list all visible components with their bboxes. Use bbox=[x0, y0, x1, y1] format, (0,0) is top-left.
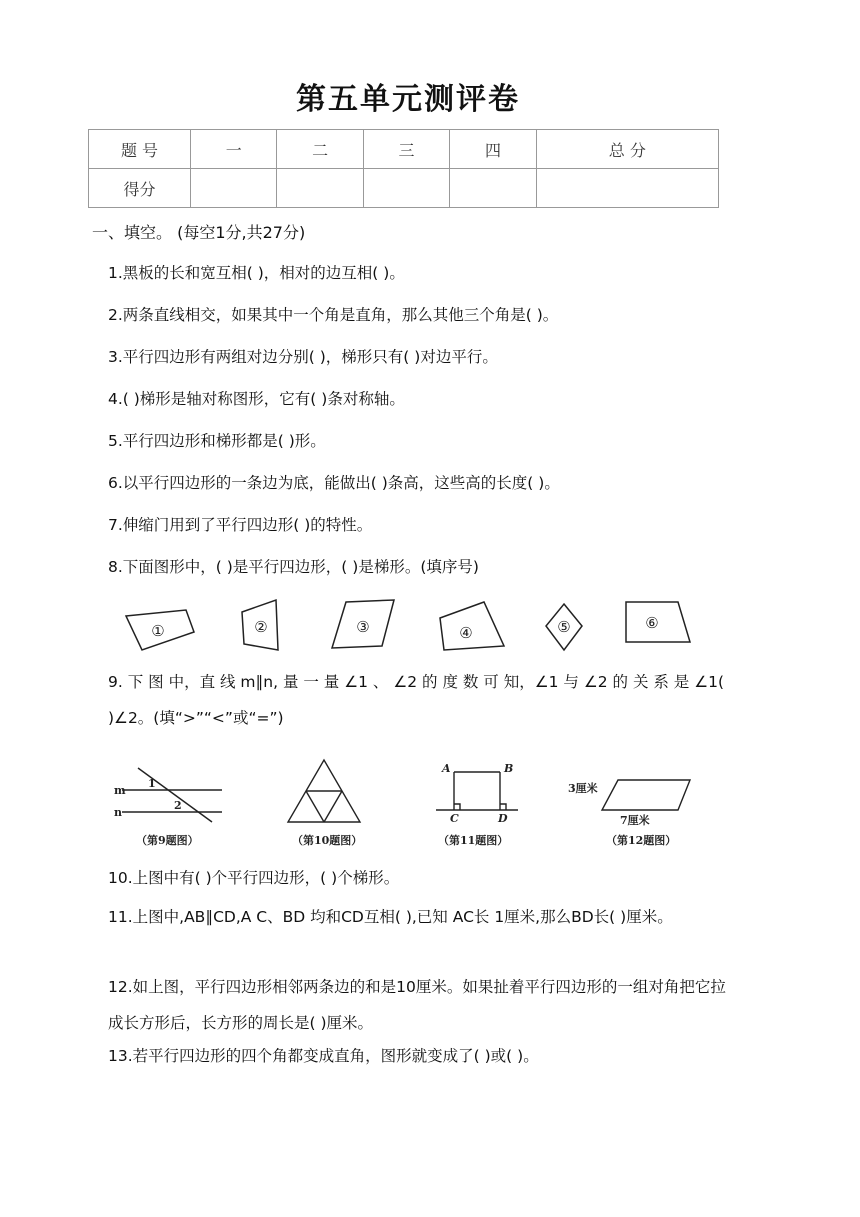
fig11-label-B: B bbox=[504, 762, 514, 775]
figure-9 bbox=[122, 768, 222, 822]
fig9-label-m: m bbox=[114, 784, 126, 797]
question-4: 4.( )梯形是轴对称图形，它有( )条对称轴。 bbox=[108, 390, 405, 408]
figure-12 bbox=[602, 780, 690, 810]
fig9-label-n: n bbox=[114, 806, 122, 819]
fig9-caption: （第9题图） bbox=[136, 834, 199, 847]
shape-label: ③ bbox=[356, 618, 370, 636]
question-8: 8.下面图形中，( )是平行四边形，( )是梯形。(填序号) bbox=[108, 558, 479, 576]
fig12-side-label: 3厘米 bbox=[568, 782, 598, 795]
score-cell-header: 一 bbox=[191, 130, 277, 169]
score-cell-label: 题 号 bbox=[89, 130, 191, 169]
fig11-caption: （第11题图） bbox=[438, 834, 509, 847]
fig9-angle-2: 2 bbox=[174, 799, 182, 812]
question-10: 10.上图中有( )个平行四边形，( )个梯形。 bbox=[108, 869, 400, 887]
question-6: 6.以平行四边形的一条边为底，能做出( )条高，这些高的长度( )。 bbox=[108, 474, 560, 492]
score-table bbox=[88, 129, 719, 208]
fig12-caption: （第12题图） bbox=[606, 834, 677, 847]
question-5: 5.平行四边形和梯形都是( )形。 bbox=[108, 432, 326, 450]
question-9: 9. 下 图 中，直 线 m∥n, 量 一 量 ∠1 、 ∠2 的 度 数 可 知，∠1 与 ∠2 的 关 系 是 ∠1( )∠2。(填“>”“<”或“=”) bbox=[108, 673, 725, 727]
score-cell-label: 得分 bbox=[89, 169, 191, 208]
fig12-base-label: 7厘米 bbox=[620, 814, 650, 827]
question-12: 12.如上图，平行四边形相邻两条边的和是10厘米。如果扯着平行四边形的一组对角把它拉成长方形后，长方形的周长是( )厘米。 bbox=[108, 978, 726, 1032]
score-cell-empty[interactable] bbox=[536, 169, 718, 208]
q8-shapes bbox=[110, 592, 710, 662]
figure-10 bbox=[288, 760, 360, 822]
fig11-label-D: D bbox=[498, 812, 508, 825]
question-1: 1.黑板的长和宽互相( )，相对的边互相( )。 bbox=[108, 264, 405, 282]
figure-11 bbox=[436, 772, 518, 810]
score-cell-empty[interactable] bbox=[191, 169, 277, 208]
score-cell-header: 四 bbox=[450, 130, 536, 169]
shape-label: ② bbox=[254, 618, 268, 636]
score-cell-header: 总 分 bbox=[536, 130, 718, 169]
shape-label: ⑥ bbox=[645, 614, 659, 632]
fig9-angle-1: 1 bbox=[148, 777, 156, 790]
score-cell-header: 三 bbox=[363, 130, 449, 169]
score-table-header-row bbox=[89, 130, 719, 169]
score-cell-empty[interactable] bbox=[277, 169, 363, 208]
question-11: 11.上图中,AB∥CD,A C、BD 均和CD互相( ),已知 AC长 1厘米,那么BD长( )厘米。 bbox=[108, 908, 673, 926]
fig11-label-A: A bbox=[442, 762, 451, 775]
score-cell-header: 二 bbox=[277, 130, 363, 169]
shape-label: ① bbox=[151, 622, 165, 640]
score-cell-empty[interactable] bbox=[450, 169, 536, 208]
fig10-caption: （第10题图） bbox=[292, 834, 363, 847]
fig11-label-C: C bbox=[450, 812, 459, 825]
score-table-score-row bbox=[89, 169, 719, 208]
page-title: 第五单元测评卷 bbox=[296, 82, 520, 117]
section-heading: 一、填空。 (每空1分,共27分) bbox=[92, 223, 306, 242]
question-3: 3.平行四边形有两组对边分别( )，梯形只有( )对边平行。 bbox=[108, 348, 498, 366]
question-13: 13.若平行四边形的四个角都变成直角，图形就变成了( )或( )。 bbox=[108, 1047, 539, 1065]
question-7: 7.伸缩门用到了平行四边形( )的特性。 bbox=[108, 516, 373, 534]
score-cell-empty[interactable] bbox=[363, 169, 449, 208]
shape-label: ⑤ bbox=[557, 618, 571, 636]
question-2: 2.两条直线相交，如果其中一个角是直角，那么其他三个角是( )。 bbox=[108, 306, 559, 324]
figures-row bbox=[108, 756, 728, 852]
shape-label: ④ bbox=[459, 624, 473, 642]
